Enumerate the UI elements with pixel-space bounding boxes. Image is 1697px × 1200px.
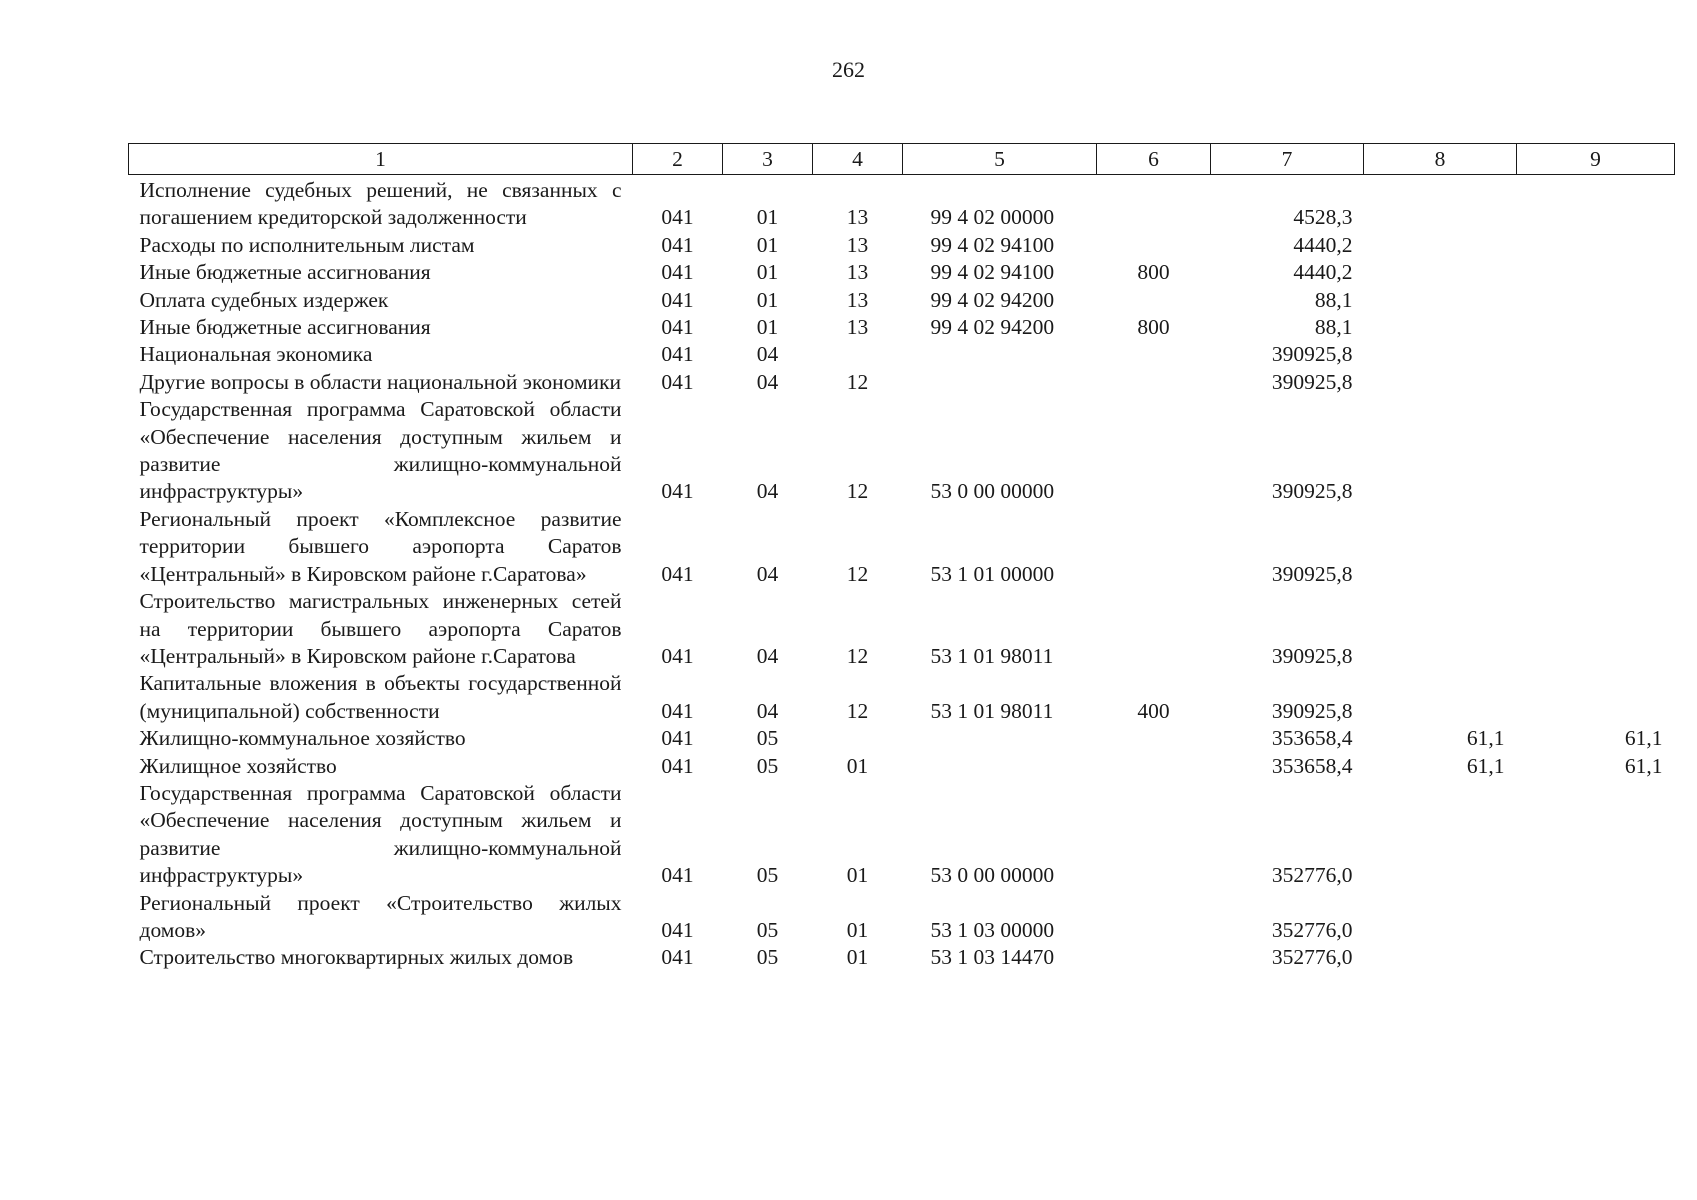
- row-col-2: 041: [661, 643, 694, 668]
- row-col-3: 04: [756, 643, 779, 668]
- row-col-5: [903, 725, 1097, 752]
- row-col-2: 041: [661, 726, 694, 751]
- row-name: Жилищное хозяйство: [139, 753, 337, 778]
- table-row: [129, 944, 1675, 971]
- row-name: Государственная программа Саратовской области «Обеспечение населения доступным жильем и развитие жилищно-коммунальной инфраструктуры»: [139, 780, 622, 888]
- row-col-8: [1364, 890, 1517, 945]
- row-col-3: 04: [756, 342, 779, 367]
- table-row: [129, 232, 1675, 259]
- row-col-4: 13: [846, 232, 869, 257]
- row-col-8: 61,1: [1466, 726, 1505, 751]
- row-col-6: 800: [1137, 260, 1170, 285]
- row-col-2: 041: [661, 753, 694, 778]
- row-col-3: 01: [756, 205, 779, 230]
- row-col-6: [1097, 287, 1211, 314]
- row-col-9: [1517, 232, 1675, 259]
- column-header-7: 7: [1211, 144, 1364, 175]
- row-name: Расходы по исполнительным листам: [139, 232, 475, 257]
- row-name: Государственная программа Саратовской области «Обеспечение населения доступным жильем и развитие жилищно-коммунальной инфраструктуры»: [139, 397, 622, 504]
- row-col-4: 12: [846, 479, 869, 504]
- row-col-9: [1517, 588, 1675, 670]
- row-col-2: 041: [661, 917, 694, 942]
- row-col-8: [1364, 396, 1517, 506]
- row-col-2: 041: [661, 287, 694, 312]
- row-col-2: 041: [661, 260, 694, 285]
- row-col-3: 01: [756, 315, 779, 340]
- row-col-3: 04: [756, 479, 779, 504]
- row-col-7: 390925,8: [1271, 479, 1353, 504]
- row-name: Оплата судебных издержек: [139, 287, 389, 312]
- row-col-2: 041: [661, 205, 694, 230]
- row-col-4: 01: [846, 945, 869, 970]
- table-row: [129, 588, 1675, 670]
- row-col-7: 390925,8: [1271, 698, 1353, 723]
- row-col-6: [1097, 506, 1211, 588]
- row-col-2: 041: [661, 369, 694, 394]
- table-row: [129, 369, 1675, 396]
- row-name: Строительство магистральных инженерных сетей на территории бывшего аэропорта Саратов «Центральный» в Кировском районе г.Саратова: [139, 589, 622, 668]
- row-col-5: 99 4 02 00000: [930, 205, 1055, 230]
- row-col-3: 05: [756, 753, 779, 778]
- row-col-7: 353658,4: [1271, 753, 1353, 778]
- row-col-6: 800: [1137, 315, 1170, 340]
- row-col-8: [1364, 506, 1517, 588]
- row-col-6: 400: [1137, 698, 1170, 723]
- row-col-8: [1364, 232, 1517, 259]
- table-row: [129, 753, 1675, 780]
- row-col-7: 4440,2: [1293, 232, 1353, 257]
- row-col-8: [1364, 944, 1517, 971]
- row-col-8: [1364, 670, 1517, 725]
- row-col-9: [1517, 341, 1675, 368]
- row-col-2: 041: [661, 479, 694, 504]
- row-col-8: [1364, 341, 1517, 368]
- row-col-6: [1097, 944, 1211, 971]
- row-col-2: 041: [661, 232, 694, 257]
- row-col-3: 04: [756, 369, 779, 394]
- row-col-2: 041: [661, 863, 694, 888]
- page-number: 262: [832, 57, 865, 82]
- row-col-7: 352776,0: [1271, 863, 1353, 888]
- row-col-5: [903, 753, 1097, 780]
- row-col-6: [1097, 341, 1211, 368]
- table-row: [129, 890, 1675, 945]
- row-col-4: 12: [846, 643, 869, 668]
- row-col-4: 12: [846, 561, 869, 586]
- column-header-1: 1: [129, 144, 633, 175]
- row-col-5: 99 4 02 94100: [930, 260, 1055, 285]
- row-col-8: [1364, 314, 1517, 341]
- row-name: Другие вопросы в области национальной экономики: [139, 369, 622, 394]
- row-col-9: [1517, 780, 1675, 890]
- row-name: Капитальные вложения в объекты государственной (муниципальной) собственности: [139, 671, 622, 723]
- row-col-4: 01: [846, 863, 869, 888]
- row-col-3: 01: [756, 260, 779, 285]
- row-col-5: 53 1 01 98011: [930, 643, 1054, 668]
- row-col-5: [903, 369, 1097, 396]
- row-col-9: [1517, 944, 1675, 971]
- row-col-5: 53 1 03 14470: [930, 945, 1055, 970]
- table-row: [129, 780, 1675, 890]
- row-col-7: 390925,8: [1271, 369, 1353, 394]
- row-col-5: 53 0 00 00000: [930, 479, 1055, 504]
- row-col-7: 353658,4: [1271, 726, 1353, 751]
- row-col-7: 4440,2: [1293, 260, 1353, 285]
- row-col-2: 041: [661, 561, 694, 586]
- table-row: [129, 396, 1675, 506]
- row-col-5: 99 4 02 94200: [930, 287, 1055, 312]
- row-col-2: 041: [661, 945, 694, 970]
- row-col-8: 61,1: [1466, 753, 1505, 778]
- column-header-5: 5: [903, 144, 1097, 175]
- table-row: [129, 259, 1675, 286]
- table-row: [129, 314, 1675, 341]
- row-name: Иные бюджетные ассигнования: [139, 260, 431, 285]
- row-col-4: 13: [846, 205, 869, 230]
- row-col-8: [1364, 588, 1517, 670]
- row-col-8: [1364, 287, 1517, 314]
- row-col-5: 53 1 03 00000: [930, 917, 1055, 942]
- row-col-6: [1097, 588, 1211, 670]
- row-col-7: 352776,0: [1271, 917, 1353, 942]
- row-col-3: 05: [756, 726, 779, 751]
- row-col-7: 352776,0: [1271, 945, 1353, 970]
- row-col-9: [1517, 396, 1675, 506]
- row-col-4: 13: [846, 260, 869, 285]
- row-col-7: 88,1: [1314, 315, 1353, 340]
- row-col-8: [1364, 175, 1517, 232]
- row-name: Строительство многоквартирных жилых домов: [139, 945, 574, 970]
- row-col-6: [1097, 890, 1211, 945]
- row-col-9: 61,1: [1624, 753, 1663, 778]
- row-col-5: [903, 341, 1097, 368]
- row-col-6: [1097, 753, 1211, 780]
- column-header-9: 9: [1517, 144, 1675, 175]
- table-row: [129, 341, 1675, 368]
- row-col-5: 99 4 02 94200: [930, 315, 1055, 340]
- row-col-3: 05: [756, 945, 779, 970]
- row-col-7: 390925,8: [1271, 342, 1353, 367]
- column-header-8: 8: [1364, 144, 1517, 175]
- row-col-2: 041: [661, 315, 694, 340]
- column-header-2: 2: [633, 144, 723, 175]
- row-col-5: 53 1 01 98011: [930, 698, 1054, 723]
- row-col-6: [1097, 780, 1211, 890]
- row-col-8: [1364, 259, 1517, 286]
- row-col-3: 05: [756, 917, 779, 942]
- row-col-4: 13: [846, 287, 869, 312]
- row-col-3: 04: [756, 561, 779, 586]
- row-col-9: [1517, 314, 1675, 341]
- row-col-8: [1364, 780, 1517, 890]
- column-header-6: 6: [1097, 144, 1211, 175]
- row-col-9: [1517, 890, 1675, 945]
- row-name: Жилищно-коммунальное хозяйство: [139, 726, 466, 751]
- row-col-4: [813, 341, 903, 368]
- row-col-5: 53 1 01 00000: [930, 561, 1055, 586]
- row-col-9: [1517, 670, 1675, 725]
- row-col-2: 041: [661, 698, 694, 723]
- table-row: [129, 506, 1675, 588]
- row-name: Иные бюджетные ассигнования: [139, 315, 431, 340]
- row-col-3: 05: [756, 863, 779, 888]
- table-body: [129, 175, 1675, 972]
- table-header-row: [129, 144, 1675, 175]
- row-name: Региональный проект «Строительство жилых домов»: [139, 890, 622, 942]
- table-row: [129, 670, 1675, 725]
- row-col-9: 61,1: [1624, 726, 1663, 751]
- row-name: Национальная экономика: [139, 342, 373, 367]
- row-col-5: 99 4 02 94100: [930, 232, 1055, 257]
- row-col-4: 01: [846, 753, 869, 778]
- column-header-4: 4: [813, 144, 903, 175]
- row-col-2: 041: [661, 342, 694, 367]
- row-col-8: [1364, 369, 1517, 396]
- row-col-3: 04: [756, 698, 779, 723]
- row-name: Региональный проект «Комплексное развитие территории бывшего аэропорта Саратов «Центральный» в Кировском районе г.Саратова»: [139, 506, 622, 586]
- row-col-4: 12: [846, 698, 869, 723]
- row-col-4: 12: [846, 369, 869, 394]
- row-col-7: 88,1: [1314, 287, 1353, 312]
- row-col-7: 4528,3: [1293, 205, 1353, 230]
- row-col-6: [1097, 396, 1211, 506]
- row-col-6: [1097, 232, 1211, 259]
- row-col-3: 01: [756, 232, 779, 257]
- row-col-4: [813, 725, 903, 752]
- table-row: [129, 175, 1675, 232]
- row-col-3: 01: [756, 287, 779, 312]
- row-col-4: 13: [846, 315, 869, 340]
- table-row: [129, 287, 1675, 314]
- row-col-7: 390925,8: [1271, 561, 1353, 586]
- row-col-4: 01: [846, 917, 869, 942]
- row-col-6: [1097, 725, 1211, 752]
- row-col-6: [1097, 175, 1211, 232]
- row-col-9: [1517, 506, 1675, 588]
- row-col-5: 53 0 00 00000: [930, 863, 1055, 888]
- row-col-9: [1517, 287, 1675, 314]
- row-col-9: [1517, 259, 1675, 286]
- row-col-6: [1097, 369, 1211, 396]
- column-header-3: 3: [723, 144, 813, 175]
- row-col-7: 390925,8: [1271, 643, 1353, 668]
- row-col-9: [1517, 175, 1675, 232]
- budget-table: [128, 143, 1675, 972]
- row-name: Исполнение судебных решений, не связанных с погашением кредиторской задолженности: [139, 178, 622, 230]
- row-col-9: [1517, 369, 1675, 396]
- table-row: [129, 725, 1675, 752]
